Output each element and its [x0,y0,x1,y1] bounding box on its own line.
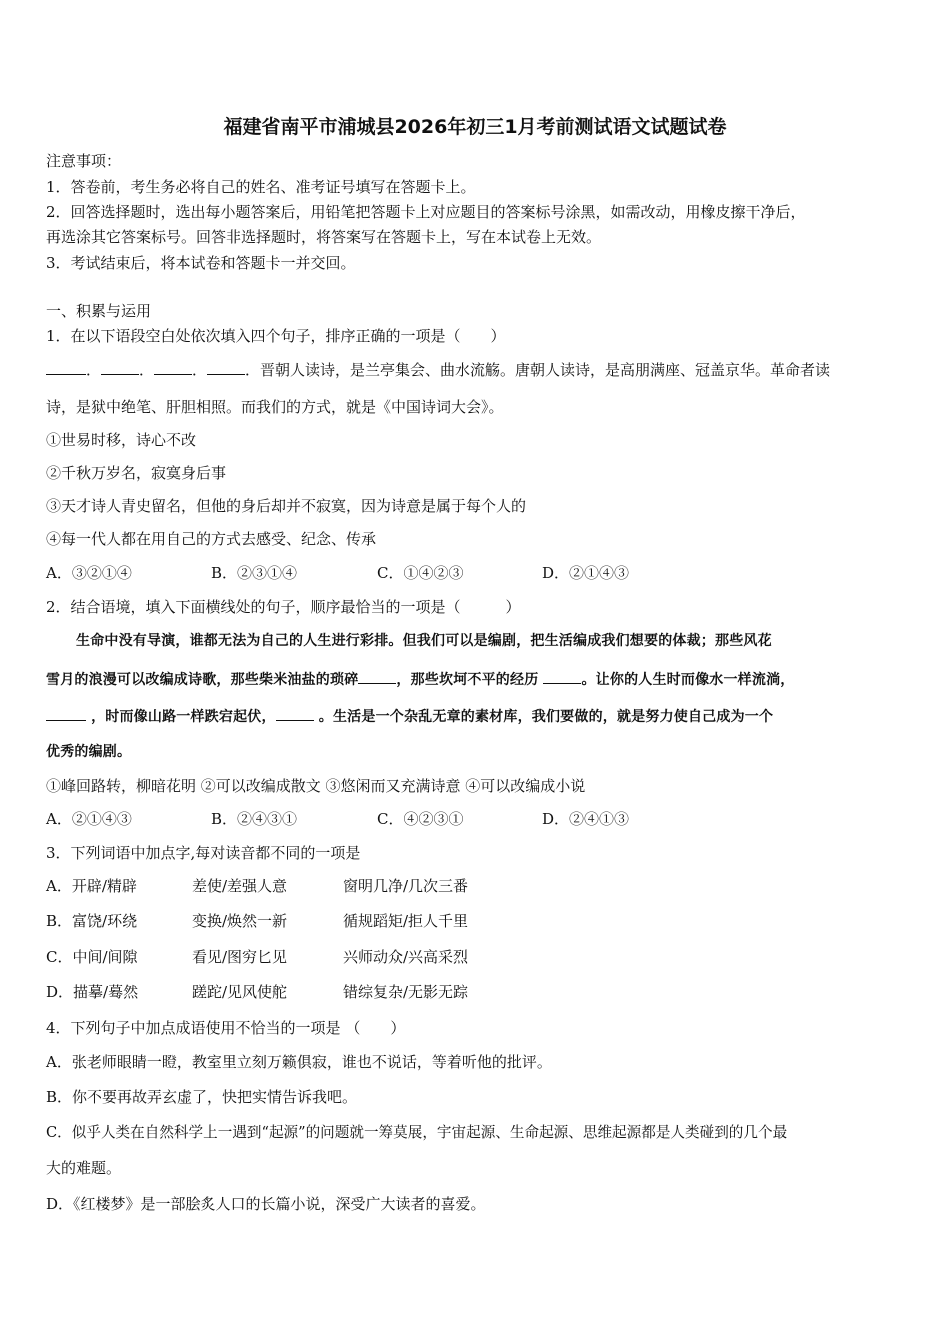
notice-item-1: 1．答卷前，考生务必将自己的姓名、准考证号填写在答题卡上。 [46,178,476,196]
page-title: 福建省南平市浦城县2026年初三1月考前测试语文试题试卷 [223,116,727,138]
q1-sentence-1: ①世易时移，诗心不改 [46,431,197,449]
q3-option-b[interactable]: B．富饶/环绕 [46,912,138,930]
q3-option-a-word-2: 差使/差强人意 [192,877,288,895]
q3-option-c-word-2: 看见/图穷匕见 [192,948,288,966]
blank [358,668,396,684]
q2-p2b: ，那些坎坷不平的经历 [396,672,539,688]
q2-p2a: 雪月的浪漫可以改编成诗歌，那些柴米油盐的琐碎 [46,672,359,688]
q3-stem: 3．下列词语中加点字,每对读音都不同的一项是 [46,844,361,862]
q2-passage-line-3 [46,705,773,727]
q2-p3a: ，时而像山路一样跌宕起伏， [91,709,276,725]
section-heading: 一、积累与运用 [46,302,152,320]
q4-option-a[interactable]: A．张老师眼睛一瞪，教室里立刻万籁俱寂，谁也不说话，等着听他的批评。 [46,1053,552,1071]
q1-sentence-2: ②千秋万岁名，寂寞身后事 [46,464,227,482]
blank [46,705,86,721]
q1-stem: 1．在以下语段空白处依次填入四个句子，排序正确的一项是（ ） [46,327,506,345]
sep: ． [192,361,208,379]
q1-text-a: ．晋朝人读诗，是兰亭集会、曲水流觞。唐朝人读诗，是高朋满座、冠盖京华。革命者读 [245,361,831,379]
q2-passage-line-4: 优秀的编剧。 [46,744,132,760]
q2-option-c[interactable]: C．④②③① [377,810,464,828]
q4-option-d[interactable]: D．《红楼梦》是一部脍炙人口的长篇小说，深受广大读者的喜爱。 [46,1195,486,1213]
q1-sentence-3: ③天才诗人青史留名，但他的身后却并不寂寞，因为诗意是属于每个人的 [46,497,527,515]
q3-option-c-word-3: 兴师动众/兴高采烈 [343,948,469,966]
q1-option-c[interactable]: C．①④②③ [377,564,464,582]
q4-option-c-line-1[interactable]: C．似乎人类在自然科学上一遇到“起源”的问题就一筹莫展，宇宙起源、生命起源、思维起源都是人类碰到的几个最 [46,1124,788,1141]
q3-option-c[interactable]: C．中间/间隙 [46,948,138,966]
q3-option-b-word-3: 循规蹈矩/拒人千里 [343,912,469,930]
q3-option-d-word-2: 蹉跎/见风使舵 [192,983,288,1001]
q4-option-c-line-2: 大的难题。 [46,1159,122,1177]
q1-option-b[interactable]: B．②③①④ [211,564,298,582]
q2-p2c: 。让你的人生时而像水一样流淌， [581,672,795,688]
q2-p3b: 。生活是一个杂乱无章的素材库，我们要做的，就是努力使自己成为一个 [318,709,774,725]
q2-passage-line-1: 生命中没有导演，谁都无法为自己的人生进行彩排。但我们可以是编剧，把生活编成我们想要的体裁；那些风花 [76,633,772,649]
blank [101,359,139,375]
sep: ． [139,361,155,379]
q2-choices: ①峰回路转，柳暗花明 ②可以改编成散文 ③悠闲而又充满诗意 ④可以改编成小说 [46,777,586,795]
q1-text-line-1 [46,359,830,380]
q2-option-b[interactable]: B．②④③① [211,810,298,828]
q1-sentence-4: ④每一代人都在用自己的方式去感受、纪念、传承 [46,530,377,548]
q2-option-d[interactable]: D．②④①③ [542,810,630,828]
notice-item-2b: 再选涂其它答案标号。回答非选择题时，将答案写在答题卡上，写在本试卷上无效。 [46,228,602,246]
q3-option-a-word-3: 窗明几净/几次三番 [343,877,469,895]
q2-passage-line-2 [46,668,794,690]
q4-option-b[interactable]: B．你不要再故弄玄虚了，快把实情告诉我吧。 [46,1088,358,1106]
q1-text-line-2: 诗，是狱中绝笔、肝胆相照。而我们的方式，就是《中国诗词大会》。 [46,398,504,416]
blank [154,359,192,375]
blank [543,668,581,684]
blank [207,359,245,375]
q1-option-d[interactable]: D．②①④③ [542,564,630,582]
q3-option-b-word-2: 变换/焕然一新 [192,912,288,930]
q2-stem: 2．结合语境，填入下面横线处的句子，顺序最恰当的一项是（ ） [46,598,521,616]
blank [276,705,314,721]
q2-option-a[interactable]: A．②①④③ [46,810,132,828]
q4-stem: 4．下列句子中加点成语使用不恰当的一项是 （ ） [46,1019,406,1037]
sep: ． [86,361,102,379]
q3-option-a[interactable]: A．开辟/精辟 [46,877,137,895]
q3-option-d[interactable]: D．描摹/蓦然 [46,983,139,1001]
notice-item-2a: 2．回答选择题时，选出每小题答案后，用铅笔把答题卡上对应题目的答案标号涂黑，如需改动，用橡皮擦干净后， [46,203,806,221]
q1-option-a[interactable]: A．③②①④ [46,564,132,582]
notice-item-3: 3．考试结束后，将本试卷和答题卡一并交回。 [46,254,356,272]
blank [46,359,86,375]
notice-heading: 注意事项： [46,152,122,170]
q3-option-d-word-3: 错综复杂/无影无踪 [343,983,469,1001]
